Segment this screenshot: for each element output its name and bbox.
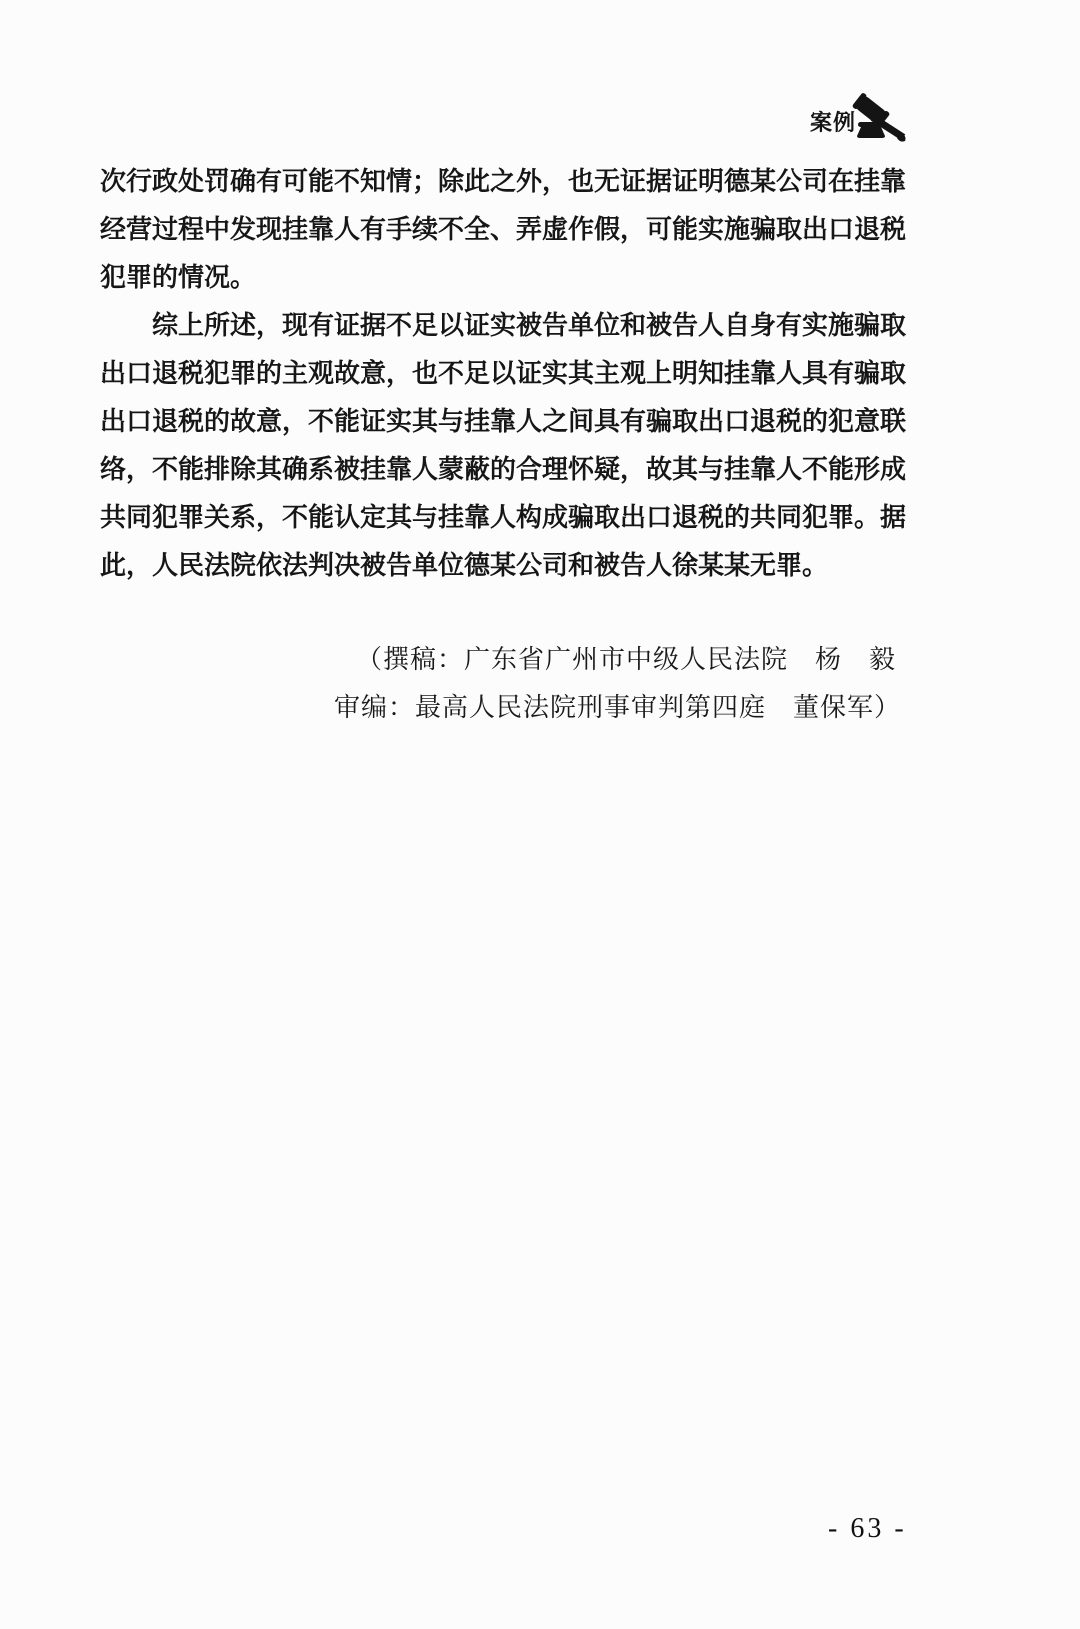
section-corner-label: 案例 — [810, 110, 857, 135]
paragraph2-line: 综上所述，现有证据不足以证实被告单位和被告人自身有实施骗取 — [152, 311, 906, 340]
main-text-block — [100, 158, 906, 590]
paragraph2-line: 此，人民法院依法判决被告单位德某公司和被告人徐某某无罪。 — [100, 551, 829, 580]
attribution-editor-line: 审编：最高人民法院刑事审判第四庭 董保军） — [334, 693, 902, 722]
paragraph1-line: 次行政处罚确有可能不知情；除此之外，也无证据证明德某公司在挂靠 — [100, 167, 906, 196]
paragraph1-line: 犯罪的情况。 — [100, 263, 257, 292]
paragraph2-line: 共同犯罪关系，不能认定其与挂靠人构成骗取出口退税的共同犯罪。据 — [100, 503, 906, 532]
paragraph2-line: 出口退税犯罪的主观故意，也不足以证实其主观上明知挂靠人具有骗取 — [100, 359, 906, 388]
gavel-icon — [851, 93, 909, 143]
paragraph2-line: 络，不能排除其确系被挂靠人蒙蔽的合理怀疑，故其与挂靠人不能形成 — [100, 455, 906, 484]
paragraph2-line: 出口退税的故意，不能证实其与挂靠人之间具有骗取出口退税的犯意联 — [100, 407, 906, 436]
page-number: - 63 - — [828, 1513, 907, 1544]
attribution-drafter-line: （撰稿：广东省广州市中级人民法院 杨 毅 — [356, 645, 897, 674]
paragraph1-line: 经营过程中发现挂靠人有手续不全、弄虚作假，可能实施骗取出口退税 — [100, 215, 906, 244]
